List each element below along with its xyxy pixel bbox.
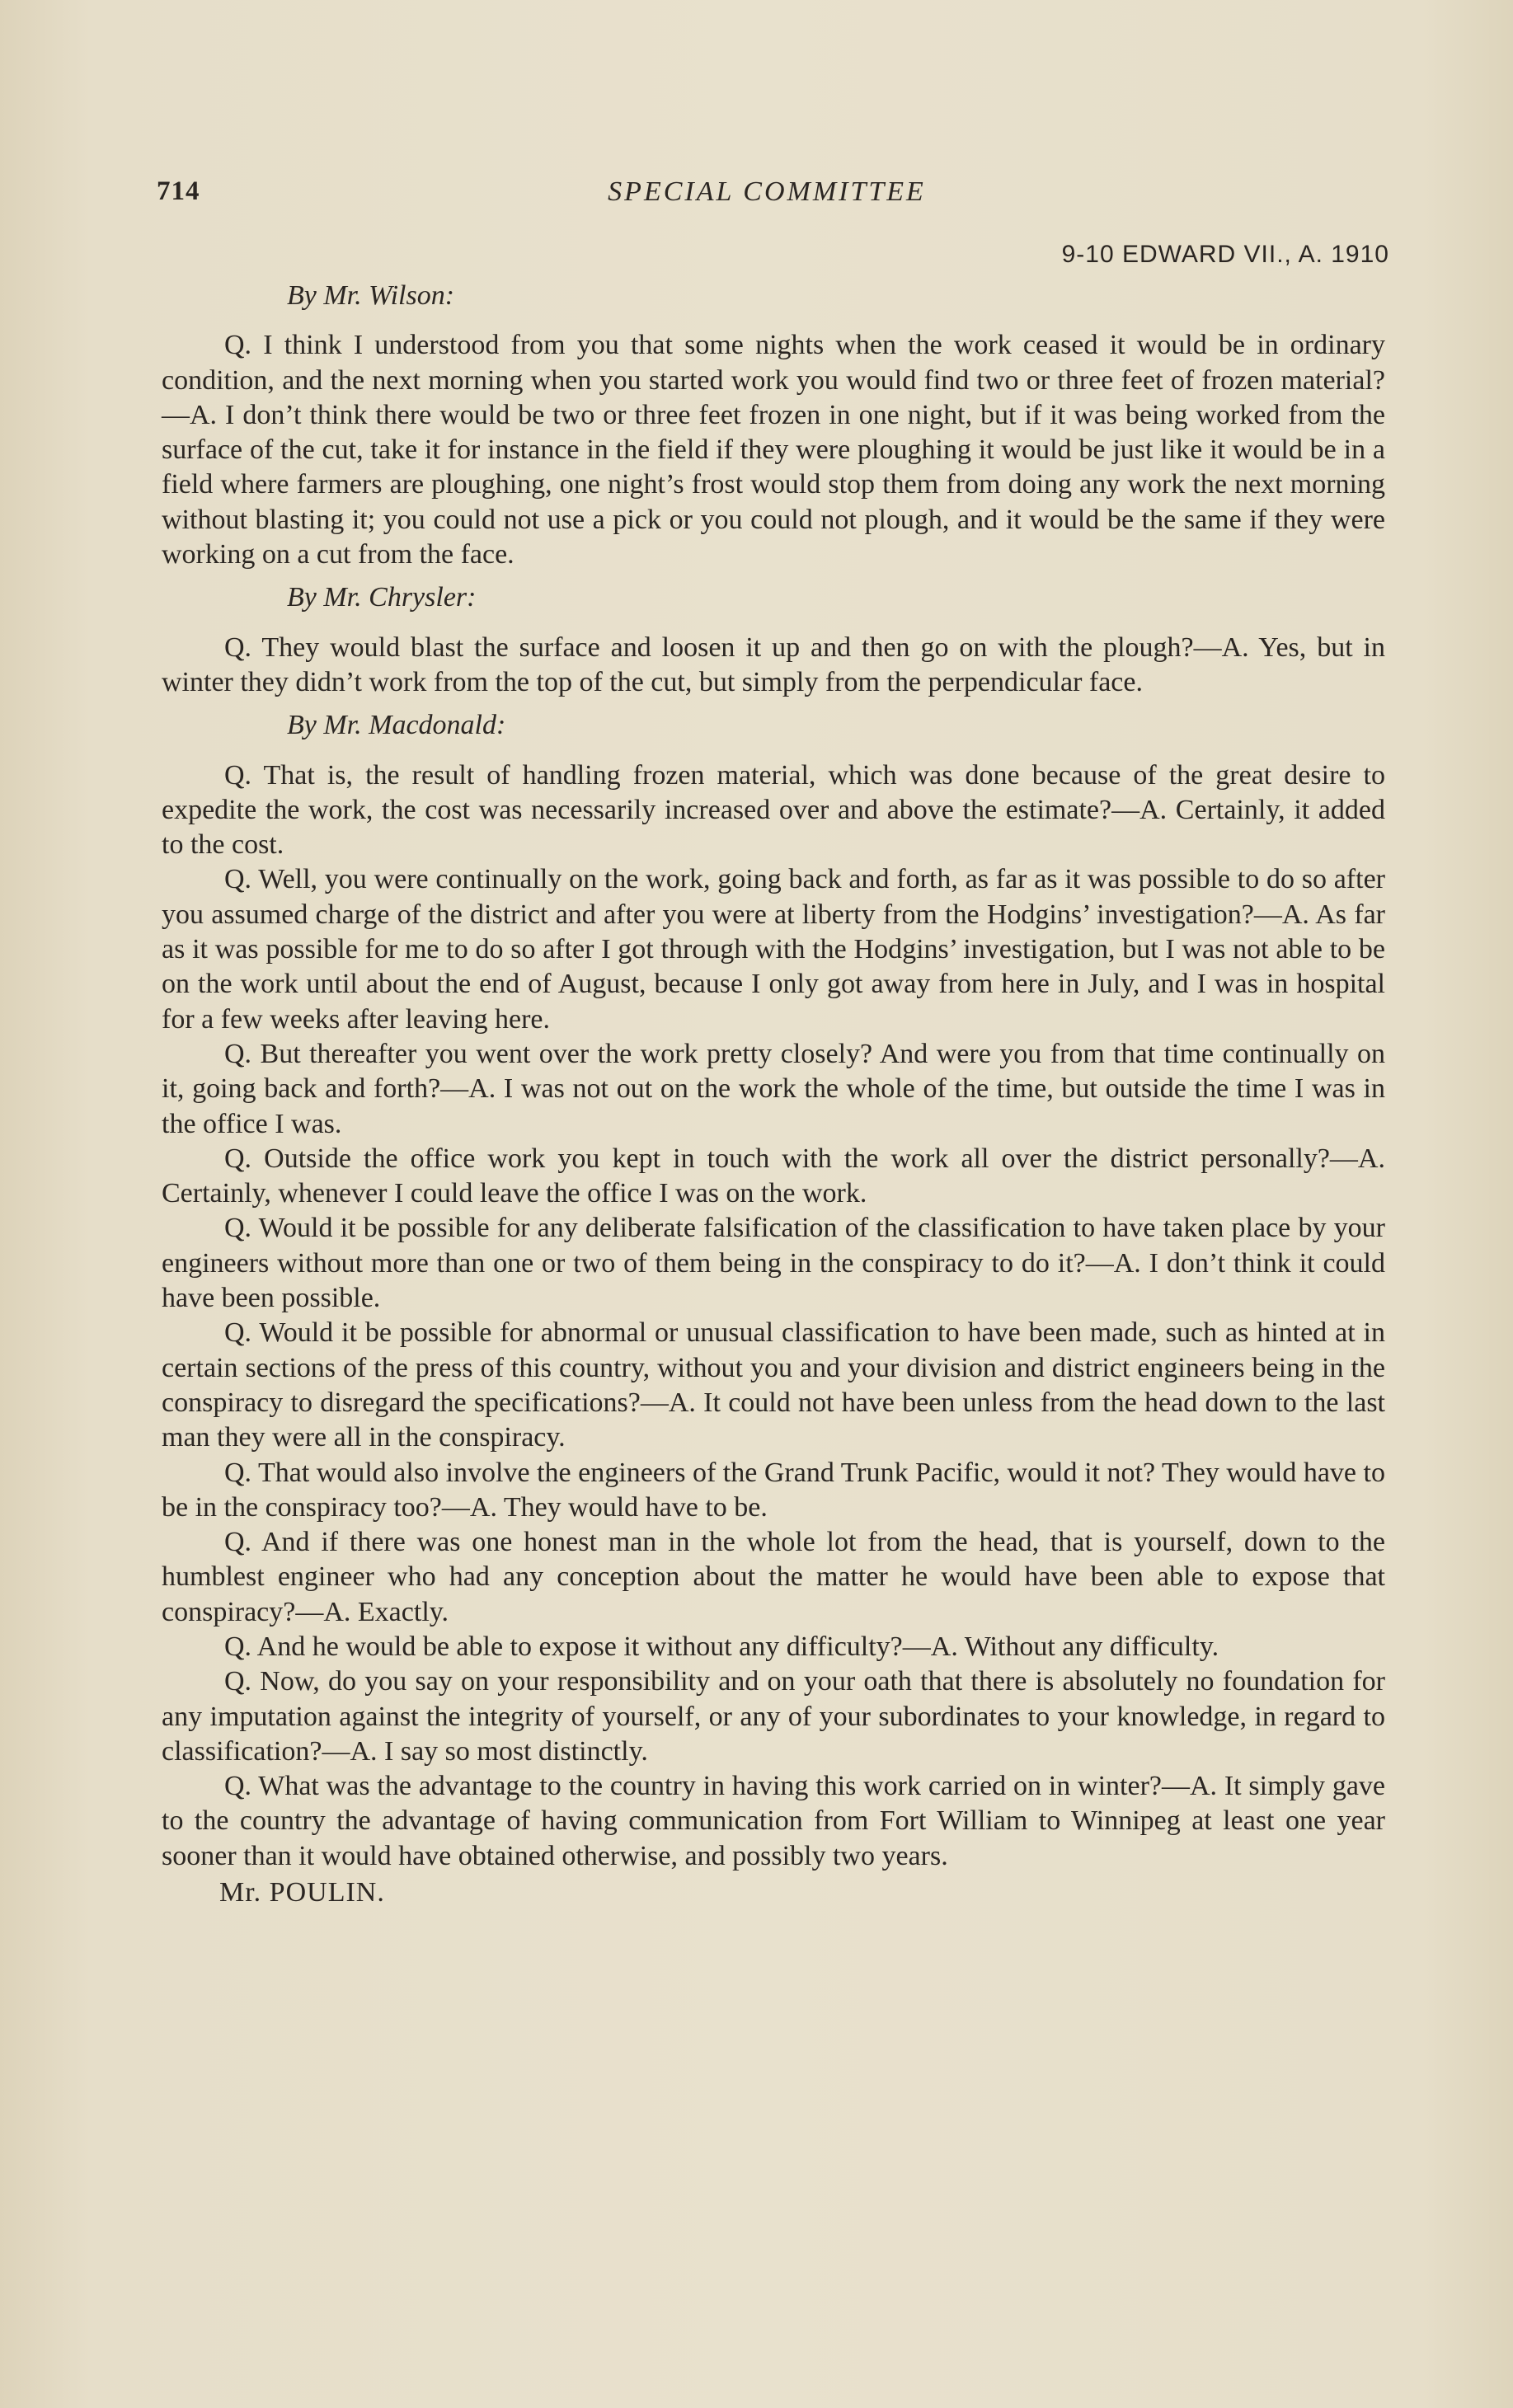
page-header [157,173,1377,223]
running-title: SPECIAL COMMITTEE [608,176,926,207]
testimony-paragraph: Q. But thereafter you went over the work pretty closely? And were you from that time continually on it, going back and forth?—A. I was not out on the work the whole of the time, but outside the time I was in the office I was. [162,1038,1385,1139]
testimony-paragraph: Q. Well, you were continually on the work, going back and forth, as far as it was possible to do so after you assumed charge of the district and after you were at liberty from the Hodgins’ investigation?—A. As far as it was possible for me to do so after I got through with the Hodgins’ investigation, but I was not able to be on the work until about the end of August, because I only got away from here in July, and I was in hospital for a few weeks after leaving here. [162,864,1385,1035]
speaker-heading: By Mr. Chrysler: [287,582,477,613]
testimony-paragraph: Q. What was the advantage to the country in having this work carried on in winter?—A. It simply gave to the country the advantage of having communication from Fort William to Winnipeg at least one year sooner than it would have obtained otherwise, and possibly two years. [162,1771,1385,1871]
testimony-paragraph: Q. Would it be possible for any deliberate falsification of the classification to have taken place by your engineers without more than one or two of them being in the conspiracy to do it?—A. I don’t think it could have been possible. [162,1213,1385,1314]
closing-speaker: Mr. POULIN. [219,1877,385,1908]
testimony-paragraph: Q. Outside the office work you kept in touch with the work all over the district personally?—A. Certainly, whenever I could leave the office I was on the work. [162,1143,1385,1209]
testimony-paragraph: Q. That would also involve the engineers of the Grand Trunk Pacific, would it not? They would have to be in the conspiracy too?—A. They would have to be. [162,1457,1385,1523]
testimony-paragraph: Q. That is, the result of handling frozen material, which was done because of the great desire to expedite the work, the cost was necessarily increased over and above the estimate?—A. Certainly, it added to the cost. [162,759,1385,861]
testimony-paragraph: Q. Would it be possible for abnormal or unusual classification to have been made, such as hinted at in certain sections of the press of this country, without you and your division and district engineers being in the conspiracy to disregard the specifications?—A. It could not have been unless from the head down to the last man they were all in the conspiracy. [162,1317,1385,1453]
testimony-paragraph: Q. And if there was one honest man in the whole lot from the head, that is yourself, down to the humblest engineer who had any conception about the matter he would have been able to expose that conspiracy?—A. Exactly. [162,1527,1385,1627]
testimony-paragraph: Q. Now, do you say on your responsibility and on your oath that there is absolutely no foundation for any imputation against the integrity of yourself, or any of your subordinates to your knowledge, in regard to classification?—A. I say so most distinctly. [162,1666,1385,1767]
page-number: 714 [157,176,200,206]
testimony-paragraph: Q. They would blast the surface and loosen it up and then go on with the plough?—A. Yes, but in winter they didn’t work from the top of the cut, but simply from the perpendicular face. [162,631,1385,697]
session-reference: 9-10 EDWARD VII., A. 1910 [1061,241,1389,268]
speaker-heading: By Mr. Wilson: [287,280,455,311]
testimony-paragraph: Q. I think I understood from you that some nights when the work ceased it would be in ordinary condition, and the next morning when you started work you would find two or three feet of frozen material?—A. I don’t think there would be two or three feet frozen in one night, but if it was being worked from the surface of the cut, take it for instance in the field if they were ploughing it would be just like it would be in a field where farmers are ploughing, one night’s frost would stop them from doing any work the next morning without blasting it; you could not use a pick or you could not plough, and it would be the same if they were working on a cut from the face. [162,330,1385,570]
speaker-heading: By Mr. Macdonald: [287,710,506,741]
testimony-paragraph: Q. And he would be able to expose it without any difficulty?—A. Without any difficulty. [224,1631,1219,1662]
testimony-body [162,279,1385,1910]
